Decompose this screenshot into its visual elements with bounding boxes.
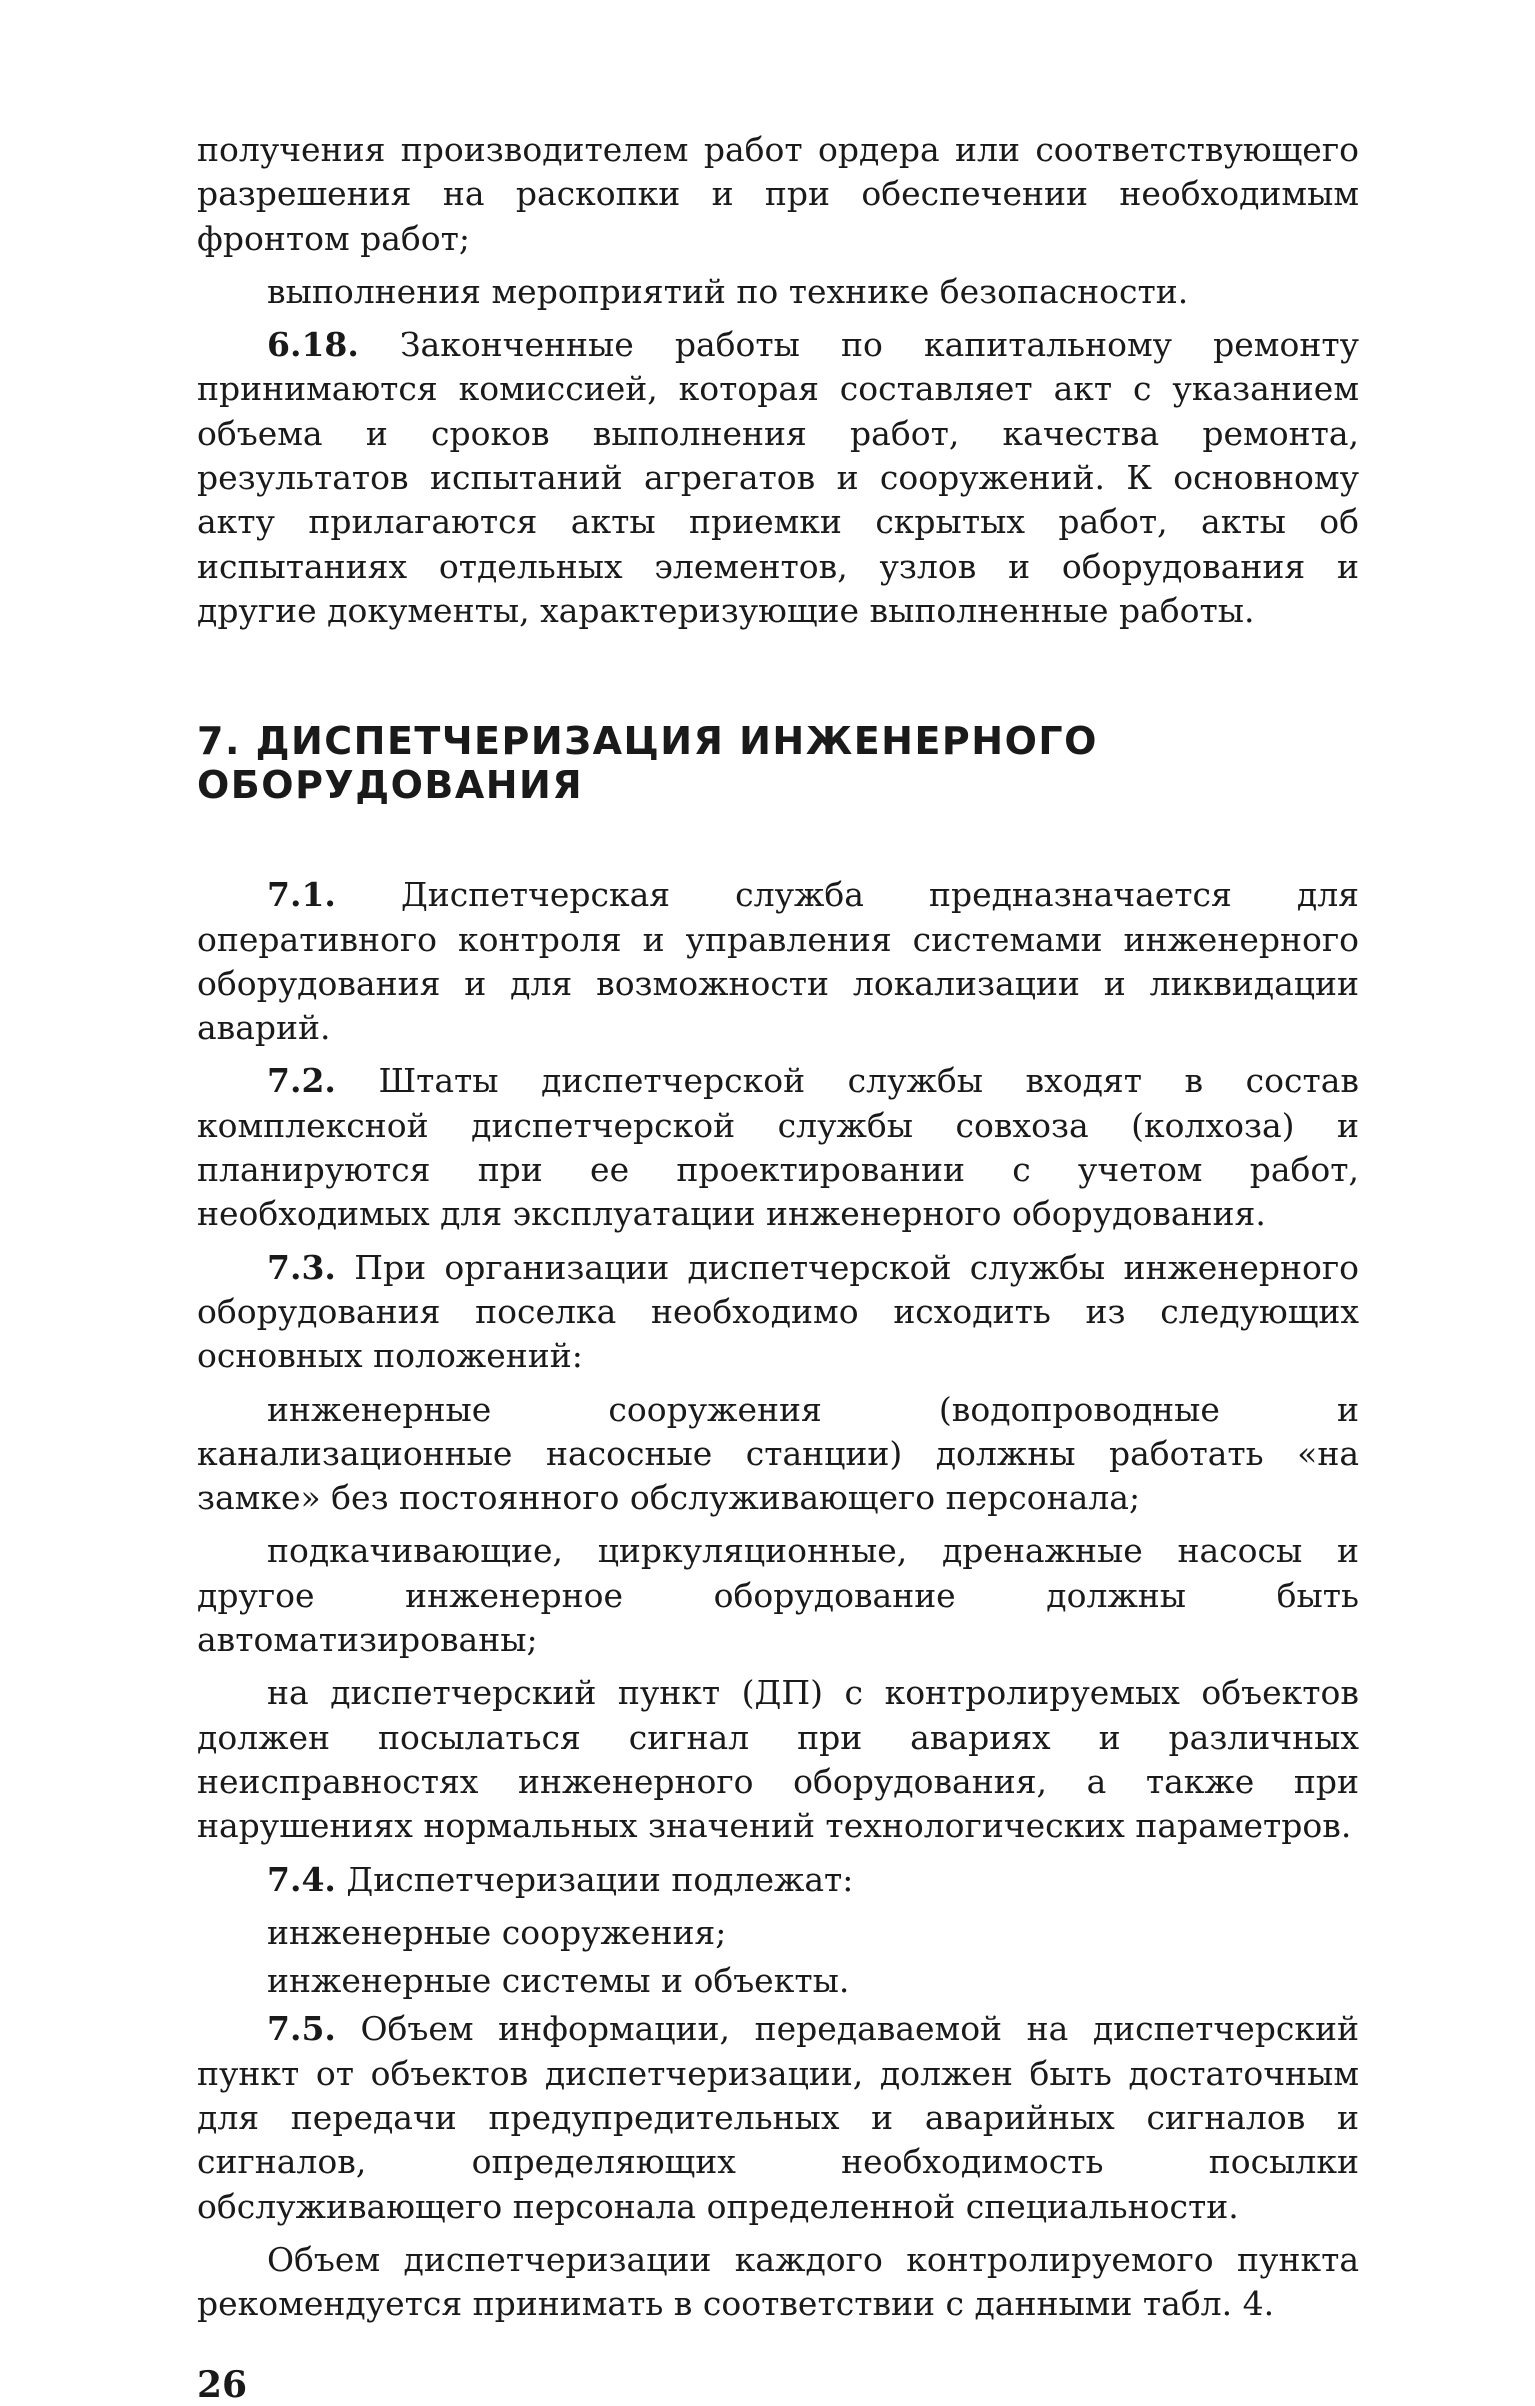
paragraph-text: При организации диспетчерской службы инженерного оборудования поселка необходимо исходить из следующих основных положений: <box>197 1247 1359 1376</box>
paragraph-7-5 <box>197 2007 1359 2228</box>
paragraph-text: Штаты диспетчерской службы входят в состав комплексной диспетчерской службы совхоза (колхоза) и планируются при ее проектировании с учетом работ, необходимых для эксплуатации инженерного оборудования. <box>197 1061 1359 1234</box>
paragraph-number: 7.2. <box>267 1061 336 1101</box>
paragraph-7-1 <box>197 873 1359 1050</box>
continuation-paragraph: получения производителем работ ордера или соответствующего разрешения на раскопки и при обеспечении необходимым фронтом работ; <box>197 130 1359 258</box>
paragraph-number: 7.4. <box>267 1859 336 1899</box>
paragraph-7-4 <box>197 1858 1359 1902</box>
paragraph-number: 7.1. <box>267 875 336 915</box>
paragraph-6-18 <box>197 323 1359 633</box>
paragraph-number: 7.3. <box>267 1247 336 1287</box>
section-7-heading: 7. ДИСПЕТЧЕРИЗАЦИЯ ИНЖЕНЕРНОГО ОБОРУДОВАНИЯ <box>197 719 1098 808</box>
document-page <box>197 128 1359 2406</box>
paragraph-number: 7.5. <box>267 2009 336 2049</box>
paragraph-text: Объем информации, передаваемой на диспетчерский пункт от объектов диспетчеризации, должен быть достаточным для передачи предупредительных и аварийных сигналов и сигналов, определяющих необходимость посылки обслуживающего персонала определенной специальности. <box>197 2009 1359 2226</box>
paragraph-text: Диспетчеризации подлежат: <box>335 1859 854 1899</box>
paragraph-number: 6.18. <box>267 325 359 365</box>
list-item: подкачивающие, циркуляционные, дренажные насосы и другое инженерное оборудование должны быть автоматизированы; <box>197 1531 1359 1660</box>
list-item: на диспетчерский пункт (ДП) с контролируемых объектов должен посылаться сигнал при авариях и различных неисправностях инженерного оборудования, а также при нарушениях нормальных значений технологических параметров. <box>197 1673 1359 1846</box>
paragraph-7-2 <box>197 1059 1359 1236</box>
list-item: инженерные сооружения; <box>267 1912 727 1952</box>
list-item: инженерные сооружения (водопроводные и канализационные насосные станции) должны работать «на замке» без постоянного обслуживающего персонала; <box>197 1389 1359 1518</box>
paragraph-7-5-extra: Объем диспетчеризации каждого контролируемого пункта рекомендуется принимать в соответствии с данными табл. 4. <box>197 2239 1359 2324</box>
list-item: инженерные системы и объекты. <box>267 1961 850 2001</box>
paragraph-7-3 <box>197 1246 1359 1379</box>
paragraph-text: Законченные работы по капитальному ремонту принимаются комиссией, которая составляет акт с указанием объема и сроков выполнения работ, качества ремонта, результатов испытаний агрегатов и сооружений. К основному акту прилагаются акты приемки скрытых работ, акты об испытаниях отдельных элементов, узлов и оборудования и другие документы, характеризующие выполненные работы. <box>197 325 1359 630</box>
page-number: 26 <box>197 2364 248 2406</box>
paragraph-text: Диспетчерская служба предназначается для оперативного контроля и управления системами инженерного оборудования и для возможности локализации и ликвидации аварий. <box>197 875 1359 1048</box>
safety-paragraph: выполнения мероприятий по технике безопасности. <box>267 271 1189 311</box>
